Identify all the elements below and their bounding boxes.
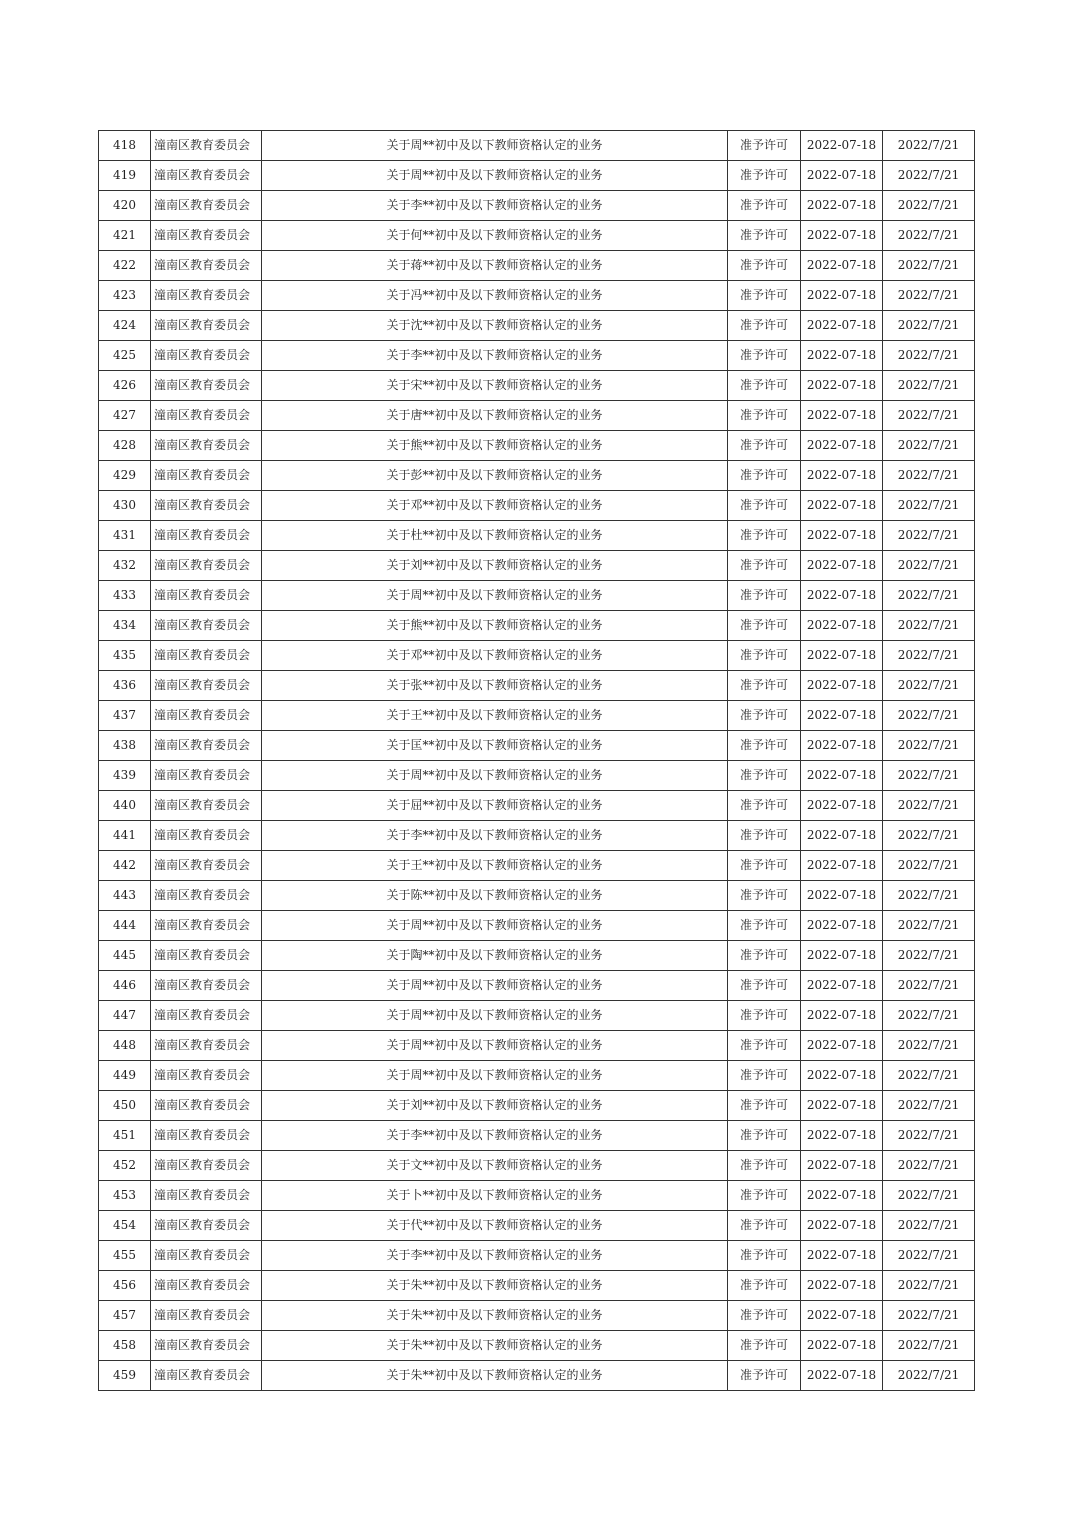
result-cell: 准予许可 — [728, 131, 801, 161]
result-cell: 准予许可 — [728, 461, 801, 491]
decision-date-cell: 2022-07-18 — [801, 251, 883, 281]
subject-cell: 关于蒋**初中及以下教师资格认定的业务 — [262, 251, 728, 281]
row-number-cell: 455 — [99, 1241, 151, 1271]
row-number-cell: 430 — [99, 491, 151, 521]
organization-cell: 潼南区教育委员会 — [151, 881, 262, 911]
decision-date-cell: 2022-07-18 — [801, 881, 883, 911]
decision-date-cell: 2022-07-18 — [801, 461, 883, 491]
organization-cell: 潼南区教育委员会 — [151, 461, 262, 491]
publish-date-cell: 2022/7/21 — [883, 1031, 975, 1061]
organization-cell: 潼南区教育委员会 — [151, 131, 262, 161]
subject-cell: 关于周**初中及以下教师资格认定的业务 — [262, 1061, 728, 1091]
publish-date-cell: 2022/7/21 — [883, 1271, 975, 1301]
subject-cell: 关于陈**初中及以下教师资格认定的业务 — [262, 881, 728, 911]
table-row — [99, 1061, 975, 1091]
row-number-cell: 422 — [99, 251, 151, 281]
row-number-cell: 419 — [99, 161, 151, 191]
publish-date-cell: 2022/7/21 — [883, 1331, 975, 1361]
organization-cell: 潼南区教育委员会 — [151, 431, 262, 461]
organization-cell: 潼南区教育委员会 — [151, 491, 262, 521]
result-cell: 准予许可 — [728, 251, 801, 281]
row-number-cell: 453 — [99, 1181, 151, 1211]
publish-date-cell: 2022/7/21 — [883, 941, 975, 971]
table-row — [99, 821, 975, 851]
row-number-cell: 451 — [99, 1121, 151, 1151]
table-row — [99, 1241, 975, 1271]
table-row — [99, 431, 975, 461]
subject-cell: 关于朱**初中及以下教师资格认定的业务 — [262, 1271, 728, 1301]
row-number-cell: 435 — [99, 641, 151, 671]
row-number-cell: 442 — [99, 851, 151, 881]
table-row — [99, 581, 975, 611]
decision-date-cell: 2022-07-18 — [801, 941, 883, 971]
decision-date-cell: 2022-07-18 — [801, 1271, 883, 1301]
result-cell: 准予许可 — [728, 851, 801, 881]
result-cell: 准予许可 — [728, 1121, 801, 1151]
row-number-cell: 418 — [99, 131, 151, 161]
decision-date-cell: 2022-07-18 — [801, 641, 883, 671]
result-cell: 准予许可 — [728, 1031, 801, 1061]
decision-date-cell: 2022-07-18 — [801, 131, 883, 161]
publish-date-cell: 2022/7/21 — [883, 791, 975, 821]
decision-date-cell: 2022-07-18 — [801, 401, 883, 431]
table-row — [99, 1181, 975, 1211]
row-number-cell: 443 — [99, 881, 151, 911]
decision-date-cell: 2022-07-18 — [801, 551, 883, 581]
subject-cell: 关于周**初中及以下教师资格认定的业务 — [262, 1001, 728, 1031]
subject-cell: 关于唐**初中及以下教师资格认定的业务 — [262, 401, 728, 431]
row-number-cell: 427 — [99, 401, 151, 431]
decision-date-cell: 2022-07-18 — [801, 821, 883, 851]
publish-date-cell: 2022/7/21 — [883, 371, 975, 401]
result-cell: 准予许可 — [728, 1331, 801, 1361]
table-row — [99, 641, 975, 671]
decision-date-cell: 2022-07-18 — [801, 1001, 883, 1031]
organization-cell: 潼南区教育委员会 — [151, 761, 262, 791]
organization-cell: 潼南区教育委员会 — [151, 1211, 262, 1241]
organization-cell: 潼南区教育委员会 — [151, 731, 262, 761]
subject-cell: 关于周**初中及以下教师资格认定的业务 — [262, 581, 728, 611]
publish-date-cell: 2022/7/21 — [883, 1241, 975, 1271]
row-number-cell: 444 — [99, 911, 151, 941]
result-cell: 准予许可 — [728, 491, 801, 521]
subject-cell: 关于彭**初中及以下教师资格认定的业务 — [262, 461, 728, 491]
organization-cell: 潼南区教育委员会 — [151, 371, 262, 401]
organization-cell: 潼南区教育委员会 — [151, 341, 262, 371]
publish-date-cell: 2022/7/21 — [883, 1151, 975, 1181]
row-number-cell: 433 — [99, 581, 151, 611]
decision-date-cell: 2022-07-18 — [801, 851, 883, 881]
organization-cell: 潼南区教育委员会 — [151, 1331, 262, 1361]
result-cell: 准予许可 — [728, 821, 801, 851]
publish-date-cell: 2022/7/21 — [883, 971, 975, 1001]
row-number-cell: 450 — [99, 1091, 151, 1121]
result-cell: 准予许可 — [728, 971, 801, 1001]
row-number-cell: 424 — [99, 311, 151, 341]
row-number-cell: 431 — [99, 521, 151, 551]
subject-cell: 关于刘**初中及以下教师资格认定的业务 — [262, 551, 728, 581]
subject-cell: 关于杜**初中及以下教师资格认定的业务 — [262, 521, 728, 551]
publish-date-cell: 2022/7/21 — [883, 341, 975, 371]
publish-date-cell: 2022/7/21 — [883, 551, 975, 581]
result-cell: 准予许可 — [728, 791, 801, 821]
row-number-cell: 457 — [99, 1301, 151, 1331]
decision-date-cell: 2022-07-18 — [801, 1241, 883, 1271]
table-row — [99, 341, 975, 371]
result-cell: 准予许可 — [728, 911, 801, 941]
organization-cell: 潼南区教育委员会 — [151, 1181, 262, 1211]
subject-cell: 关于刘**初中及以下教师资格认定的业务 — [262, 1091, 728, 1121]
result-cell: 准予许可 — [728, 701, 801, 731]
publish-date-cell: 2022/7/21 — [883, 281, 975, 311]
result-cell: 准予许可 — [728, 731, 801, 761]
publish-date-cell: 2022/7/21 — [883, 581, 975, 611]
publish-date-cell: 2022/7/21 — [883, 701, 975, 731]
publish-date-cell: 2022/7/21 — [883, 401, 975, 431]
subject-cell: 关于李**初中及以下教师资格认定的业务 — [262, 341, 728, 371]
table-row — [99, 1211, 975, 1241]
subject-cell: 关于沈**初中及以下教师资格认定的业务 — [262, 311, 728, 341]
row-number-cell: 449 — [99, 1061, 151, 1091]
publish-date-cell: 2022/7/21 — [883, 821, 975, 851]
decision-date-cell: 2022-07-18 — [801, 1061, 883, 1091]
publish-date-cell: 2022/7/21 — [883, 881, 975, 911]
publish-date-cell: 2022/7/21 — [883, 191, 975, 221]
result-cell: 准予许可 — [728, 941, 801, 971]
result-cell: 准予许可 — [728, 191, 801, 221]
organization-cell: 潼南区教育委员会 — [151, 1031, 262, 1061]
license-record-table — [98, 130, 975, 1391]
subject-cell: 关于李**初中及以下教师资格认定的业务 — [262, 191, 728, 221]
subject-cell: 关于朱**初中及以下教师资格认定的业务 — [262, 1361, 728, 1391]
table-row — [99, 611, 975, 641]
subject-cell: 关于冯**初中及以下教师资格认定的业务 — [262, 281, 728, 311]
row-number-cell: 440 — [99, 791, 151, 821]
organization-cell: 潼南区教育委员会 — [151, 1301, 262, 1331]
organization-cell: 潼南区教育委员会 — [151, 401, 262, 431]
organization-cell: 潼南区教育委员会 — [151, 281, 262, 311]
table-row — [99, 731, 975, 761]
row-number-cell: 454 — [99, 1211, 151, 1241]
subject-cell: 关于朱**初中及以下教师资格认定的业务 — [262, 1301, 728, 1331]
table-row — [99, 401, 975, 431]
decision-date-cell: 2022-07-18 — [801, 1031, 883, 1061]
row-number-cell: 445 — [99, 941, 151, 971]
subject-cell: 关于周**初中及以下教师资格认定的业务 — [262, 1031, 728, 1061]
subject-cell: 关于王**初中及以下教师资格认定的业务 — [262, 851, 728, 881]
row-number-cell: 448 — [99, 1031, 151, 1061]
result-cell: 准予许可 — [728, 881, 801, 911]
table-row — [99, 701, 975, 731]
decision-date-cell: 2022-07-18 — [801, 1301, 883, 1331]
result-cell: 准予许可 — [728, 1181, 801, 1211]
organization-cell: 潼南区教育委员会 — [151, 641, 262, 671]
organization-cell: 潼南区教育委员会 — [151, 221, 262, 251]
organization-cell: 潼南区教育委员会 — [151, 311, 262, 341]
subject-cell: 关于周**初中及以下教师资格认定的业务 — [262, 911, 728, 941]
decision-date-cell: 2022-07-18 — [801, 581, 883, 611]
table-row — [99, 1331, 975, 1361]
table-row — [99, 1151, 975, 1181]
decision-date-cell: 2022-07-18 — [801, 791, 883, 821]
subject-cell: 关于周**初中及以下教师资格认定的业务 — [262, 161, 728, 191]
row-number-cell: 456 — [99, 1271, 151, 1301]
organization-cell: 潼南区教育委员会 — [151, 1241, 262, 1271]
result-cell: 准予许可 — [728, 581, 801, 611]
table-body — [99, 131, 975, 1391]
publish-date-cell: 2022/7/21 — [883, 1361, 975, 1391]
organization-cell: 潼南区教育委员会 — [151, 1361, 262, 1391]
organization-cell: 潼南区教育委员会 — [151, 821, 262, 851]
organization-cell: 潼南区教育委员会 — [151, 1151, 262, 1181]
organization-cell: 潼南区教育委员会 — [151, 1061, 262, 1091]
subject-cell: 关于熊**初中及以下教师资格认定的业务 — [262, 431, 728, 461]
table-row — [99, 1001, 975, 1031]
subject-cell: 关于邓**初中及以下教师资格认定的业务 — [262, 641, 728, 671]
publish-date-cell: 2022/7/21 — [883, 761, 975, 791]
decision-date-cell: 2022-07-18 — [801, 281, 883, 311]
row-number-cell: 428 — [99, 431, 151, 461]
result-cell: 准予许可 — [728, 401, 801, 431]
result-cell: 准予许可 — [728, 371, 801, 401]
subject-cell: 关于李**初中及以下教师资格认定的业务 — [262, 1241, 728, 1271]
organization-cell: 潼南区教育委员会 — [151, 851, 262, 881]
publish-date-cell: 2022/7/21 — [883, 1211, 975, 1241]
publish-date-cell: 2022/7/21 — [883, 521, 975, 551]
decision-date-cell: 2022-07-18 — [801, 731, 883, 761]
result-cell: 准予许可 — [728, 671, 801, 701]
organization-cell: 潼南区教育委员会 — [151, 791, 262, 821]
table-row — [99, 671, 975, 701]
subject-cell: 关于周**初中及以下教师资格认定的业务 — [262, 761, 728, 791]
decision-date-cell: 2022-07-18 — [801, 191, 883, 221]
table-row — [99, 881, 975, 911]
result-cell: 准予许可 — [728, 281, 801, 311]
organization-cell: 潼南区教育委员会 — [151, 161, 262, 191]
publish-date-cell: 2022/7/21 — [883, 671, 975, 701]
publish-date-cell: 2022/7/21 — [883, 1121, 975, 1151]
result-cell: 准予许可 — [728, 1361, 801, 1391]
row-number-cell: 432 — [99, 551, 151, 581]
organization-cell: 潼南区教育委员会 — [151, 1091, 262, 1121]
table-row — [99, 221, 975, 251]
decision-date-cell: 2022-07-18 — [801, 491, 883, 521]
decision-date-cell: 2022-07-18 — [801, 521, 883, 551]
decision-date-cell: 2022-07-18 — [801, 1361, 883, 1391]
row-number-cell: 421 — [99, 221, 151, 251]
table-row — [99, 1301, 975, 1331]
decision-date-cell: 2022-07-18 — [801, 1151, 883, 1181]
subject-cell: 关于李**初中及以下教师资格认定的业务 — [262, 821, 728, 851]
table-row — [99, 791, 975, 821]
subject-cell: 关于陶**初中及以下教师资格认定的业务 — [262, 941, 728, 971]
result-cell: 准予许可 — [728, 1061, 801, 1091]
decision-date-cell: 2022-07-18 — [801, 611, 883, 641]
publish-date-cell: 2022/7/21 — [883, 251, 975, 281]
table-row — [99, 971, 975, 1001]
subject-cell: 关于何**初中及以下教师资格认定的业务 — [262, 221, 728, 251]
subject-cell: 关于屈**初中及以下教师资格认定的业务 — [262, 791, 728, 821]
decision-date-cell: 2022-07-18 — [801, 911, 883, 941]
result-cell: 准予许可 — [728, 1211, 801, 1241]
organization-cell: 潼南区教育委员会 — [151, 611, 262, 641]
publish-date-cell: 2022/7/21 — [883, 611, 975, 641]
result-cell: 准予许可 — [728, 551, 801, 581]
subject-cell: 关于匡**初中及以下教师资格认定的业务 — [262, 731, 728, 761]
decision-date-cell: 2022-07-18 — [801, 371, 883, 401]
organization-cell: 潼南区教育委员会 — [151, 551, 262, 581]
table-row — [99, 371, 975, 401]
subject-cell: 关于熊**初中及以下教师资格认定的业务 — [262, 611, 728, 641]
result-cell: 准予许可 — [728, 431, 801, 461]
organization-cell: 潼南区教育委员会 — [151, 191, 262, 221]
publish-date-cell: 2022/7/21 — [883, 731, 975, 761]
publish-date-cell: 2022/7/21 — [883, 1061, 975, 1091]
publish-date-cell: 2022/7/21 — [883, 851, 975, 881]
publish-date-cell: 2022/7/21 — [883, 131, 975, 161]
row-number-cell: 441 — [99, 821, 151, 851]
publish-date-cell: 2022/7/21 — [883, 161, 975, 191]
table-row — [99, 131, 975, 161]
decision-date-cell: 2022-07-18 — [801, 341, 883, 371]
organization-cell: 潼南区教育委员会 — [151, 1121, 262, 1151]
decision-date-cell: 2022-07-18 — [801, 221, 883, 251]
row-number-cell: 429 — [99, 461, 151, 491]
decision-date-cell: 2022-07-18 — [801, 701, 883, 731]
table-row — [99, 1091, 975, 1121]
organization-cell: 潼南区教育委员会 — [151, 911, 262, 941]
subject-cell: 关于代**初中及以下教师资格认定的业务 — [262, 1211, 728, 1241]
table-row — [99, 1031, 975, 1061]
publish-date-cell: 2022/7/21 — [883, 911, 975, 941]
row-number-cell: 447 — [99, 1001, 151, 1031]
result-cell: 准予许可 — [728, 1241, 801, 1271]
row-number-cell: 459 — [99, 1361, 151, 1391]
subject-cell: 关于李**初中及以下教师资格认定的业务 — [262, 1121, 728, 1151]
publish-date-cell: 2022/7/21 — [883, 1001, 975, 1031]
table-row — [99, 551, 975, 581]
row-number-cell: 439 — [99, 761, 151, 791]
publish-date-cell: 2022/7/21 — [883, 641, 975, 671]
subject-cell: 关于宋**初中及以下教师资格认定的业务 — [262, 371, 728, 401]
organization-cell: 潼南区教育委员会 — [151, 971, 262, 1001]
publish-date-cell: 2022/7/21 — [883, 311, 975, 341]
publish-date-cell: 2022/7/21 — [883, 431, 975, 461]
row-number-cell: 452 — [99, 1151, 151, 1181]
decision-date-cell: 2022-07-18 — [801, 671, 883, 701]
row-number-cell: 446 — [99, 971, 151, 1001]
table-row — [99, 191, 975, 221]
table-row — [99, 251, 975, 281]
subject-cell: 关于周**初中及以下教师资格认定的业务 — [262, 971, 728, 1001]
organization-cell: 潼南区教育委员会 — [151, 251, 262, 281]
result-cell: 准予许可 — [728, 1091, 801, 1121]
result-cell: 准予许可 — [728, 521, 801, 551]
subject-cell: 关于邓**初中及以下教师资格认定的业务 — [262, 491, 728, 521]
result-cell: 准予许可 — [728, 611, 801, 641]
organization-cell: 潼南区教育委员会 — [151, 701, 262, 731]
organization-cell: 潼南区教育委员会 — [151, 581, 262, 611]
result-cell: 准予许可 — [728, 1301, 801, 1331]
result-cell: 准予许可 — [728, 1001, 801, 1031]
table-row — [99, 161, 975, 191]
table-row — [99, 911, 975, 941]
table-row — [99, 851, 975, 881]
result-cell: 准予许可 — [728, 221, 801, 251]
decision-date-cell: 2022-07-18 — [801, 311, 883, 341]
decision-date-cell: 2022-07-18 — [801, 1121, 883, 1151]
result-cell: 准予许可 — [728, 761, 801, 791]
publish-date-cell: 2022/7/21 — [883, 1091, 975, 1121]
decision-date-cell: 2022-07-18 — [801, 1331, 883, 1361]
result-cell: 准予许可 — [728, 161, 801, 191]
subject-cell: 关于王**初中及以下教师资格认定的业务 — [262, 701, 728, 731]
result-cell: 准予许可 — [728, 1151, 801, 1181]
subject-cell: 关于周**初中及以下教师资格认定的业务 — [262, 131, 728, 161]
decision-date-cell: 2022-07-18 — [801, 971, 883, 1001]
table-row — [99, 941, 975, 971]
table-row — [99, 521, 975, 551]
decision-date-cell: 2022-07-18 — [801, 1091, 883, 1121]
subject-cell: 关于张**初中及以下教师资格认定的业务 — [262, 671, 728, 701]
row-number-cell: 438 — [99, 731, 151, 761]
publish-date-cell: 2022/7/21 — [883, 1181, 975, 1211]
organization-cell: 潼南区教育委员会 — [151, 521, 262, 551]
subject-cell: 关于卜**初中及以下教师资格认定的业务 — [262, 1181, 728, 1211]
publish-date-cell: 2022/7/21 — [883, 461, 975, 491]
organization-cell: 潼南区教育委员会 — [151, 1271, 262, 1301]
table-row — [99, 311, 975, 341]
table-row — [99, 491, 975, 521]
decision-date-cell: 2022-07-18 — [801, 761, 883, 791]
table-row — [99, 281, 975, 311]
organization-cell: 潼南区教育委员会 — [151, 1001, 262, 1031]
table-row — [99, 1121, 975, 1151]
row-number-cell: 458 — [99, 1331, 151, 1361]
result-cell: 准予许可 — [728, 641, 801, 671]
publish-date-cell: 2022/7/21 — [883, 1301, 975, 1331]
table-row — [99, 1271, 975, 1301]
decision-date-cell: 2022-07-18 — [801, 1211, 883, 1241]
row-number-cell: 423 — [99, 281, 151, 311]
organization-cell: 潼南区教育委员会 — [151, 671, 262, 701]
subject-cell: 关于朱**初中及以下教师资格认定的业务 — [262, 1331, 728, 1361]
row-number-cell: 434 — [99, 611, 151, 641]
row-number-cell: 436 — [99, 671, 151, 701]
row-number-cell: 426 — [99, 371, 151, 401]
decision-date-cell: 2022-07-18 — [801, 1181, 883, 1211]
publish-date-cell: 2022/7/21 — [883, 221, 975, 251]
decision-date-cell: 2022-07-18 — [801, 161, 883, 191]
row-number-cell: 425 — [99, 341, 151, 371]
table-row — [99, 761, 975, 791]
decision-date-cell: 2022-07-18 — [801, 431, 883, 461]
row-number-cell: 420 — [99, 191, 151, 221]
organization-cell: 潼南区教育委员会 — [151, 941, 262, 971]
result-cell: 准予许可 — [728, 1271, 801, 1301]
publish-date-cell: 2022/7/21 — [883, 491, 975, 521]
table-row — [99, 461, 975, 491]
row-number-cell: 437 — [99, 701, 151, 731]
table-row — [99, 1361, 975, 1391]
result-cell: 准予许可 — [728, 311, 801, 341]
result-cell: 准予许可 — [728, 341, 801, 371]
subject-cell: 关于文**初中及以下教师资格认定的业务 — [262, 1151, 728, 1181]
